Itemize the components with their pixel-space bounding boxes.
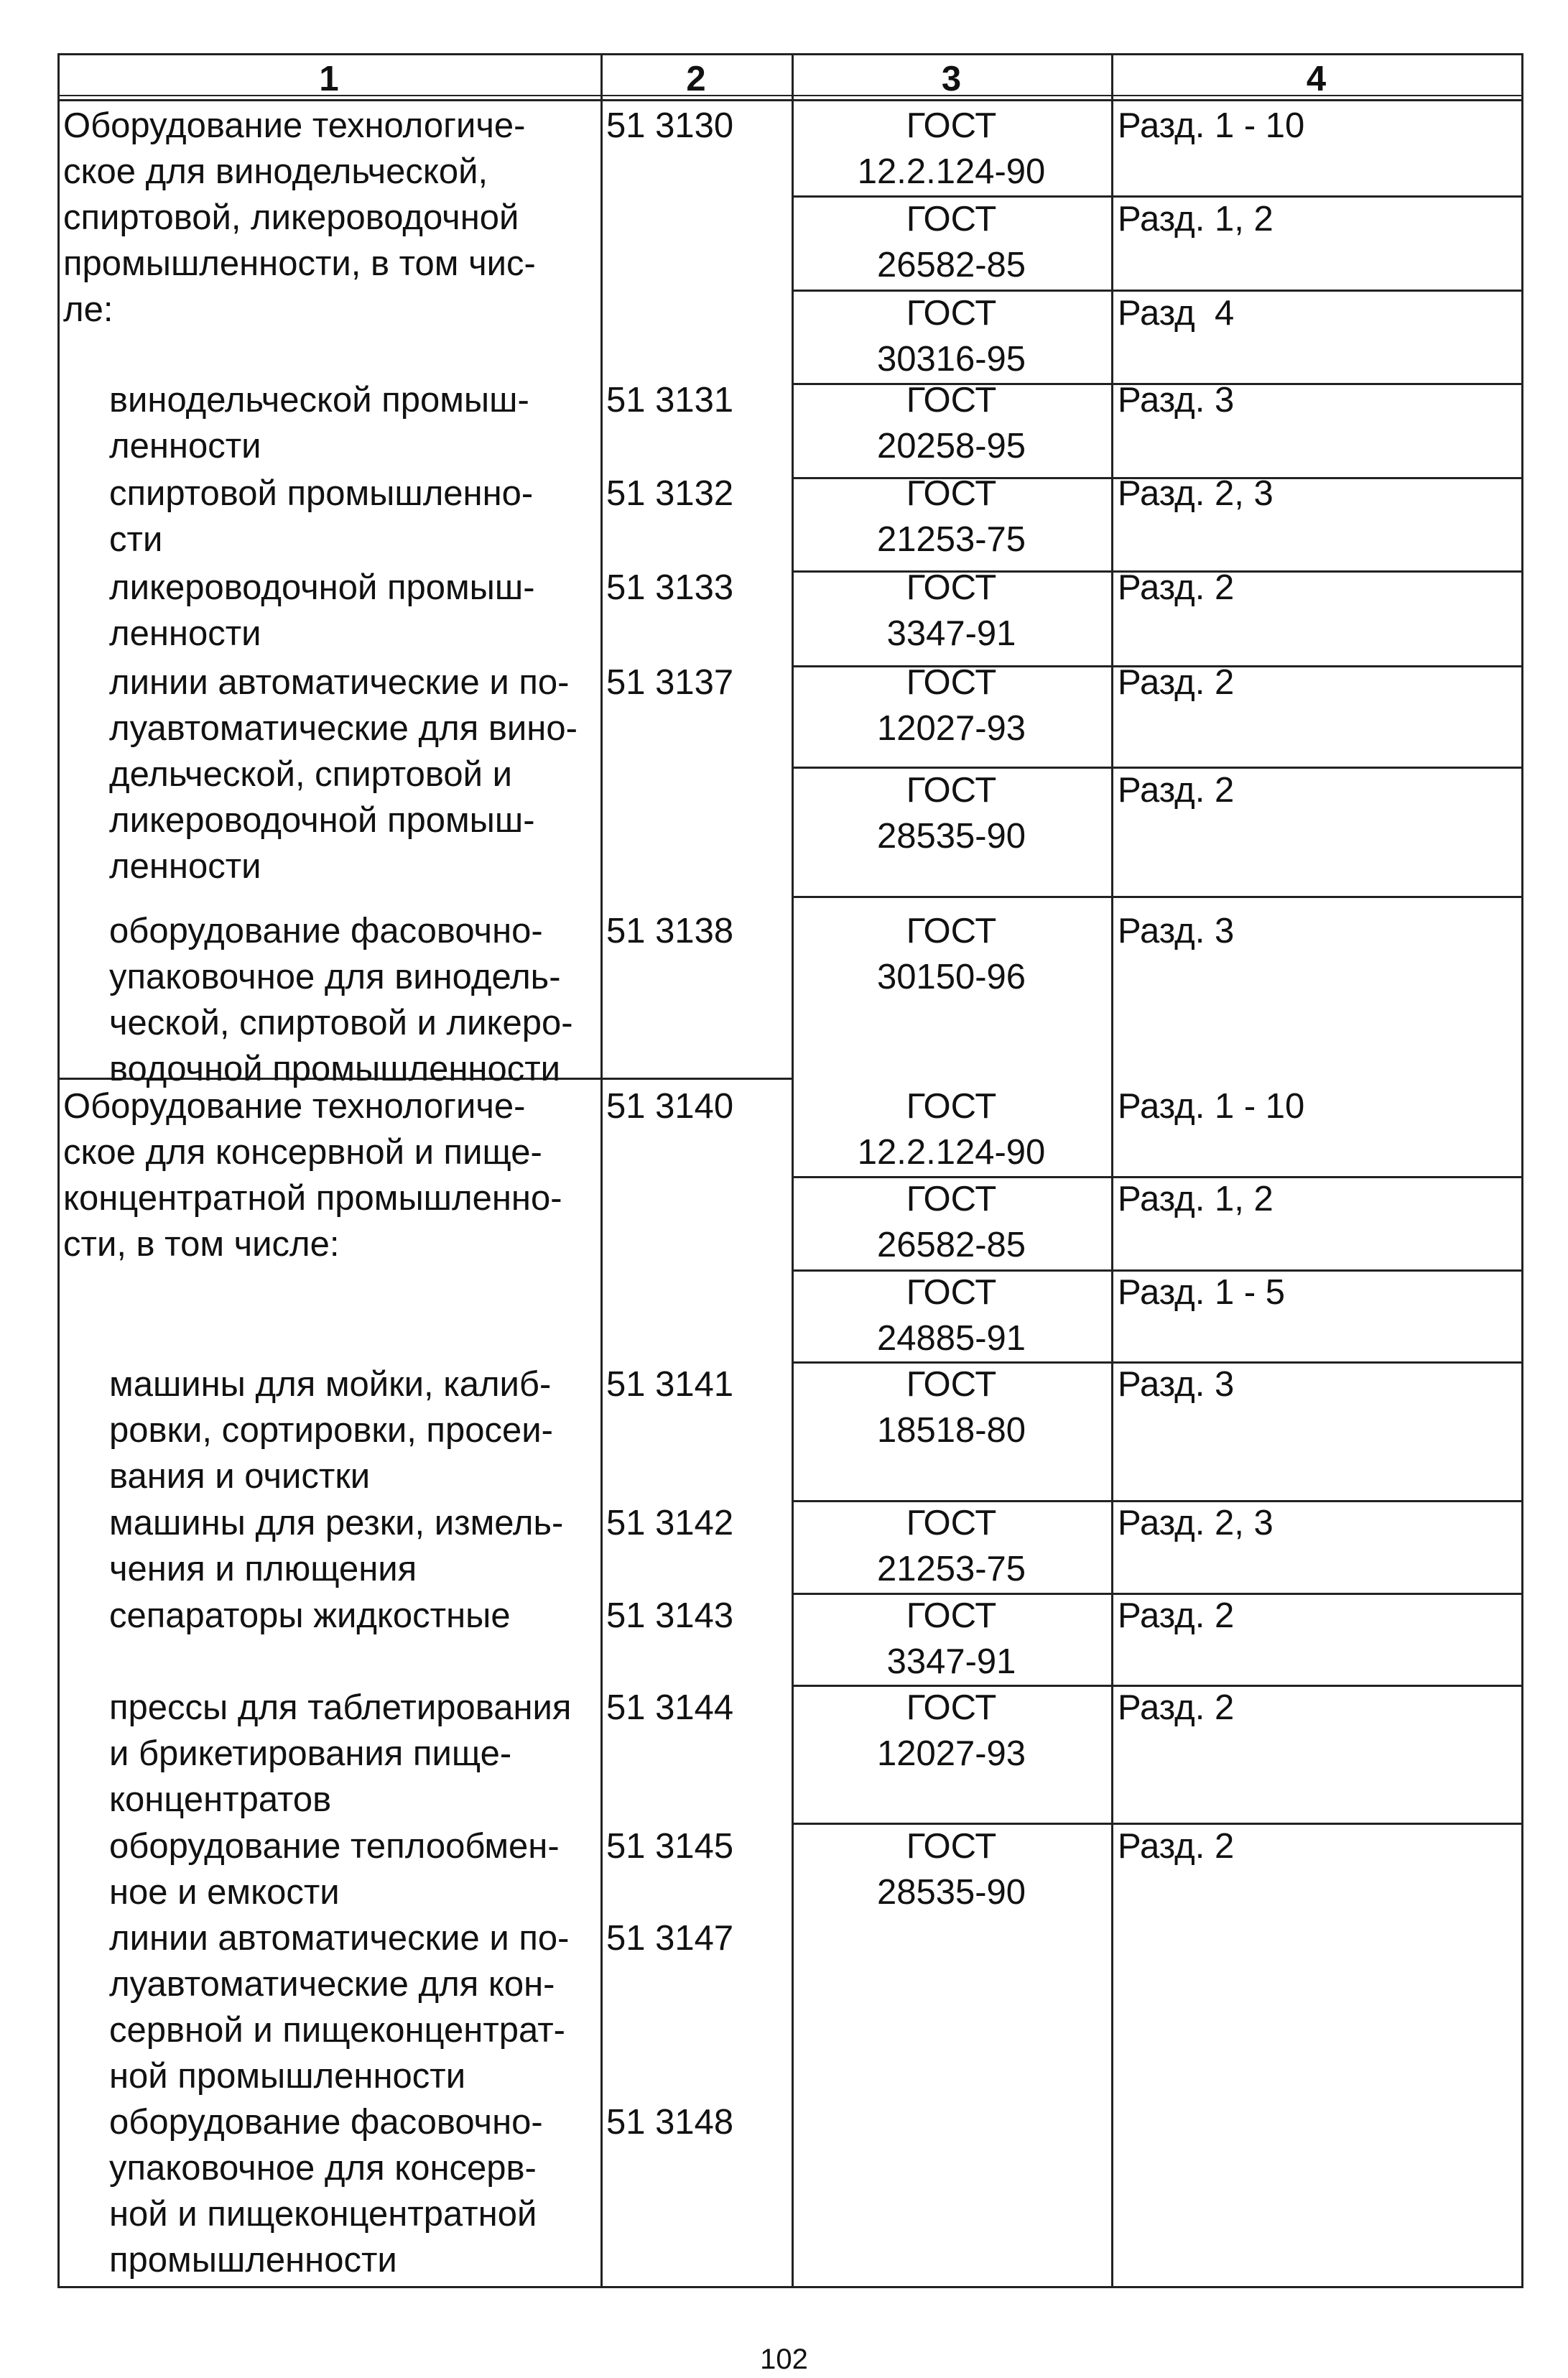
gost-cell: 12.2.124-90 xyxy=(857,1133,1046,1172)
gost-cell: ГОСТ xyxy=(906,381,997,420)
description-line: упаковочное для винодель- xyxy=(109,958,561,996)
gost-cell: 30150-96 xyxy=(876,958,1026,996)
gost-cell: 28535-90 xyxy=(876,1873,1026,1912)
description-line: ликероводочной промыш- xyxy=(109,801,535,840)
description-line: оборудование теплообмен- xyxy=(109,1827,560,1866)
description-line: и брикетирования пище- xyxy=(109,1734,512,1773)
code-cell: 51 3148 xyxy=(606,2103,734,2142)
column-border-3 xyxy=(1111,53,1113,2288)
standard-cell-border xyxy=(792,896,1521,898)
section-cell: Разд. 2 xyxy=(1118,1827,1235,1866)
description-line: ной и пищеконцентратной xyxy=(109,2195,537,2234)
header-cell-3: 3 xyxy=(941,60,962,98)
description-line: концентратной промышленно- xyxy=(63,1179,562,1218)
gost-cell: 30316-95 xyxy=(876,340,1026,379)
section-cell: Разд. 1 - 5 xyxy=(1118,1273,1286,1312)
description-line: сти xyxy=(109,520,163,559)
description-line: луавтоматические для кон- xyxy=(109,1965,555,2004)
gost-cell: 24885-91 xyxy=(876,1319,1026,1358)
description-line: чения и плющения xyxy=(109,1550,417,1588)
gost-cell: ГОСТ xyxy=(906,771,997,810)
section-cell: Разд. 2 xyxy=(1118,771,1235,810)
code-cell: 51 3133 xyxy=(606,568,734,607)
gost-cell: 21253-75 xyxy=(876,1550,1026,1588)
section-cell: Разд. 3 xyxy=(1118,1365,1235,1404)
description-line: ликероводочной промыш- xyxy=(109,568,535,607)
description-line: сервной и пищеконцентрат- xyxy=(109,2011,565,2050)
description-line: ное и емкости xyxy=(109,1873,340,1912)
description-line: ровки, сортировки, просеи- xyxy=(109,1411,553,1450)
description-line: промышленности, в том чис- xyxy=(63,244,536,283)
description-line: промышленности xyxy=(109,2241,397,2280)
code-cell: 51 3142 xyxy=(606,1504,734,1542)
table-bottom-border xyxy=(57,2286,1521,2288)
gost-cell: 3347-91 xyxy=(886,1642,1016,1681)
section-cell: Разд. 1, 2 xyxy=(1118,1180,1274,1218)
gost-cell: 12027-93 xyxy=(876,1734,1026,1773)
description-line: прессы для таблетирования xyxy=(109,1688,572,1727)
section-cell: Разд. 3 xyxy=(1118,912,1235,950)
description-line: ленности xyxy=(109,847,261,886)
code-cell: 51 3141 xyxy=(606,1365,734,1404)
page-number: 102 xyxy=(760,2344,808,2375)
column-border-4 xyxy=(1521,53,1523,2288)
description-line: линии автоматические и по- xyxy=(109,1919,570,1958)
gost-cell: 21253-75 xyxy=(876,520,1026,559)
gost-cell: ГОСТ xyxy=(906,106,997,145)
gost-cell: 26582-85 xyxy=(876,246,1026,284)
header-cell-2: 2 xyxy=(686,60,706,98)
section-cell: Разд. 3 xyxy=(1118,381,1235,420)
description-line: ское для винодельческой, xyxy=(63,152,488,191)
gost-cell: ГОСТ xyxy=(906,1273,997,1312)
description-line: оборудование фасовочно- xyxy=(109,912,543,950)
gost-cell: 3347-91 xyxy=(886,614,1016,653)
description-line: оборудование фасовочно- xyxy=(109,2103,543,2142)
description-line: ческой, спиртовой и ликеро- xyxy=(109,1004,573,1042)
gost-cell: 18518-80 xyxy=(876,1411,1026,1450)
description-line: машины для резки, измель- xyxy=(109,1504,564,1542)
section-cell: Разд. 1 - 10 xyxy=(1118,1087,1305,1126)
code-cell: 51 3132 xyxy=(606,474,734,513)
description-line: Оборудование технологиче- xyxy=(63,1087,526,1126)
column-border-1 xyxy=(600,53,603,2288)
description-line: ленности xyxy=(109,614,261,653)
header-cell-4: 4 xyxy=(1306,60,1327,98)
gost-cell: ГОСТ xyxy=(906,1180,997,1218)
section-cell: Разд 4 xyxy=(1118,294,1235,333)
description-line: концентратов xyxy=(109,1780,332,1819)
gost-cell: ГОСТ xyxy=(906,663,997,702)
gost-cell: ГОСТ xyxy=(906,474,997,513)
gost-cell: ГОСТ xyxy=(906,1827,997,1866)
gost-cell: ГОСТ xyxy=(906,200,997,239)
gost-cell: 12.2.124-90 xyxy=(857,152,1046,191)
code-cell: 51 3138 xyxy=(606,912,734,950)
code-cell: 51 3144 xyxy=(606,1688,734,1727)
description-line: водочной промышленности xyxy=(109,1050,561,1088)
code-cell: 51 3140 xyxy=(606,1087,734,1126)
gost-cell: ГОСТ xyxy=(906,912,997,950)
section-cell: Разд. 2 xyxy=(1118,568,1235,607)
description-line: дельческой, спиртовой и xyxy=(109,755,512,794)
header-cell-1: 1 xyxy=(319,60,339,98)
column-border-0 xyxy=(57,53,60,2288)
description-line: ское для консервной и пище- xyxy=(63,1133,542,1172)
description-line: сти, в том числе: xyxy=(63,1225,340,1264)
gost-cell: ГОСТ xyxy=(906,568,997,607)
description-line: спиртовой, ликероводочной xyxy=(63,198,519,237)
code-cell: 51 3137 xyxy=(606,663,734,702)
gost-cell: 20258-95 xyxy=(876,427,1026,466)
description-line: линии автоматические и по- xyxy=(109,663,570,702)
code-cell: 51 3145 xyxy=(606,1827,734,1866)
description-line: Оборудование технологиче- xyxy=(63,106,526,145)
gost-cell: ГОСТ xyxy=(906,1087,997,1126)
gost-cell: ГОСТ xyxy=(906,1688,997,1727)
section-cell: Разд. 2, 3 xyxy=(1118,474,1274,513)
gost-cell: ГОСТ xyxy=(906,1504,997,1542)
code-cell: 51 3130 xyxy=(606,106,734,145)
gost-cell: 12027-93 xyxy=(876,709,1026,748)
description-line: сепараторы жидкостные xyxy=(109,1596,511,1635)
gost-cell: 28535-90 xyxy=(876,817,1026,856)
gost-cell: ГОСТ xyxy=(906,1596,997,1635)
description-line: вания и очистки xyxy=(109,1457,371,1496)
description-line: ленности xyxy=(109,427,261,466)
description-line: луавтоматические для вино- xyxy=(109,709,577,748)
gost-cell: ГОСТ xyxy=(906,1365,997,1404)
section-cell: Разд. 2 xyxy=(1118,1688,1235,1727)
table-top-border xyxy=(57,53,1521,55)
description-line: винодельческой промыш- xyxy=(109,381,529,420)
code-cell: 51 3131 xyxy=(606,381,734,420)
section-cell: Разд. 2, 3 xyxy=(1118,1504,1274,1542)
code-cell: 51 3147 xyxy=(606,1919,734,1958)
description-line: ной промышленности xyxy=(109,2057,466,2096)
description-line: упаковочное для консерв- xyxy=(109,2149,537,2188)
description-line: спиртовой промышленно- xyxy=(109,474,534,513)
code-cell: 51 3143 xyxy=(606,1596,734,1635)
gost-cell: 26582-85 xyxy=(876,1226,1026,1264)
description-line: ле: xyxy=(63,290,113,329)
gost-cell: ГОСТ xyxy=(906,294,997,333)
section-cell: Разд. 2 xyxy=(1118,663,1235,702)
section-cell: Разд. 1, 2 xyxy=(1118,200,1274,239)
section-cell: Разд. 1 - 10 xyxy=(1118,106,1305,145)
description-line: машины для мойки, калиб- xyxy=(109,1365,552,1404)
section-cell: Разд. 2 xyxy=(1118,1596,1235,1635)
